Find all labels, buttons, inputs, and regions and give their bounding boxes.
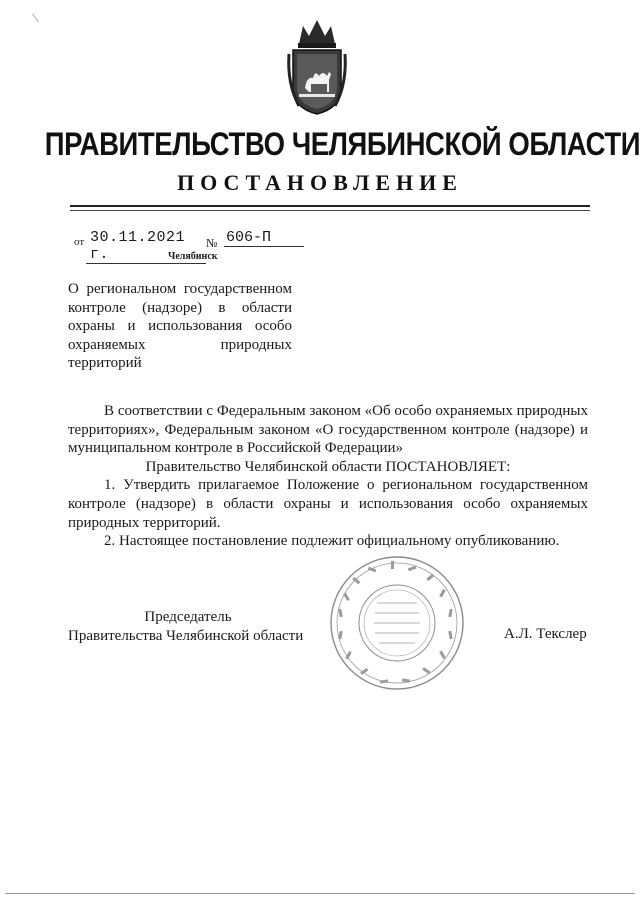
- signer-name: А.Л. Текслер: [504, 626, 587, 642]
- decree-item-2: 2. Настоящее постановление подлежит официальному опубликованию.: [104, 533, 560, 550]
- decree-item-1: 1. Утвердить прилагаемое Положение о региональном государственном контроле (надзоре) в области охраны и использования особо охраняемых природных территорий.: [68, 477, 588, 531]
- document-number: 606-П: [224, 229, 304, 247]
- document-body: [68, 402, 588, 551]
- position-line-1: Председатель: [144, 609, 232, 625]
- number-label: №: [206, 236, 218, 250]
- header-divider: [70, 205, 590, 207]
- page-bottom-edge: [5, 893, 635, 894]
- document-city: Челябинск: [168, 251, 218, 262]
- chelyabinsk-coat-of-arms-icon: [285, 14, 349, 118]
- document-type: ПОСТАНОВЛЕНИЕ: [177, 170, 463, 195]
- signatory-position: [68, 608, 308, 645]
- header-divider-thin: [70, 210, 590, 211]
- document-subject: О региональном государственном контроле (надзоре) в области охраны и использования особо охраняемых природных территорий: [68, 281, 292, 372]
- document-date: 30.11.2021 г.: [86, 229, 206, 264]
- decree-line: Правительство Челябинской области ПОСТАНОВЛЯЕТ:: [145, 458, 511, 475]
- preamble-paragraph: В соответствии с Федеральным законом «Об особо охраняемых природных территориях», Федеральным законом «О государственном контроле (надзоре) и муниципальном контроле в Российской Федерации»: [68, 403, 588, 457]
- scan-mark: [32, 8, 47, 23]
- official-round-stamp-icon: [327, 553, 467, 693]
- government-title: ПРАВИТЕЛЬСТВО ЧЕЛЯБИНСКОЙ ОБЛАСТИ: [44, 126, 640, 162]
- date-label: от: [74, 236, 85, 248]
- position-line-2: Правительства Челябинской области: [68, 627, 304, 644]
